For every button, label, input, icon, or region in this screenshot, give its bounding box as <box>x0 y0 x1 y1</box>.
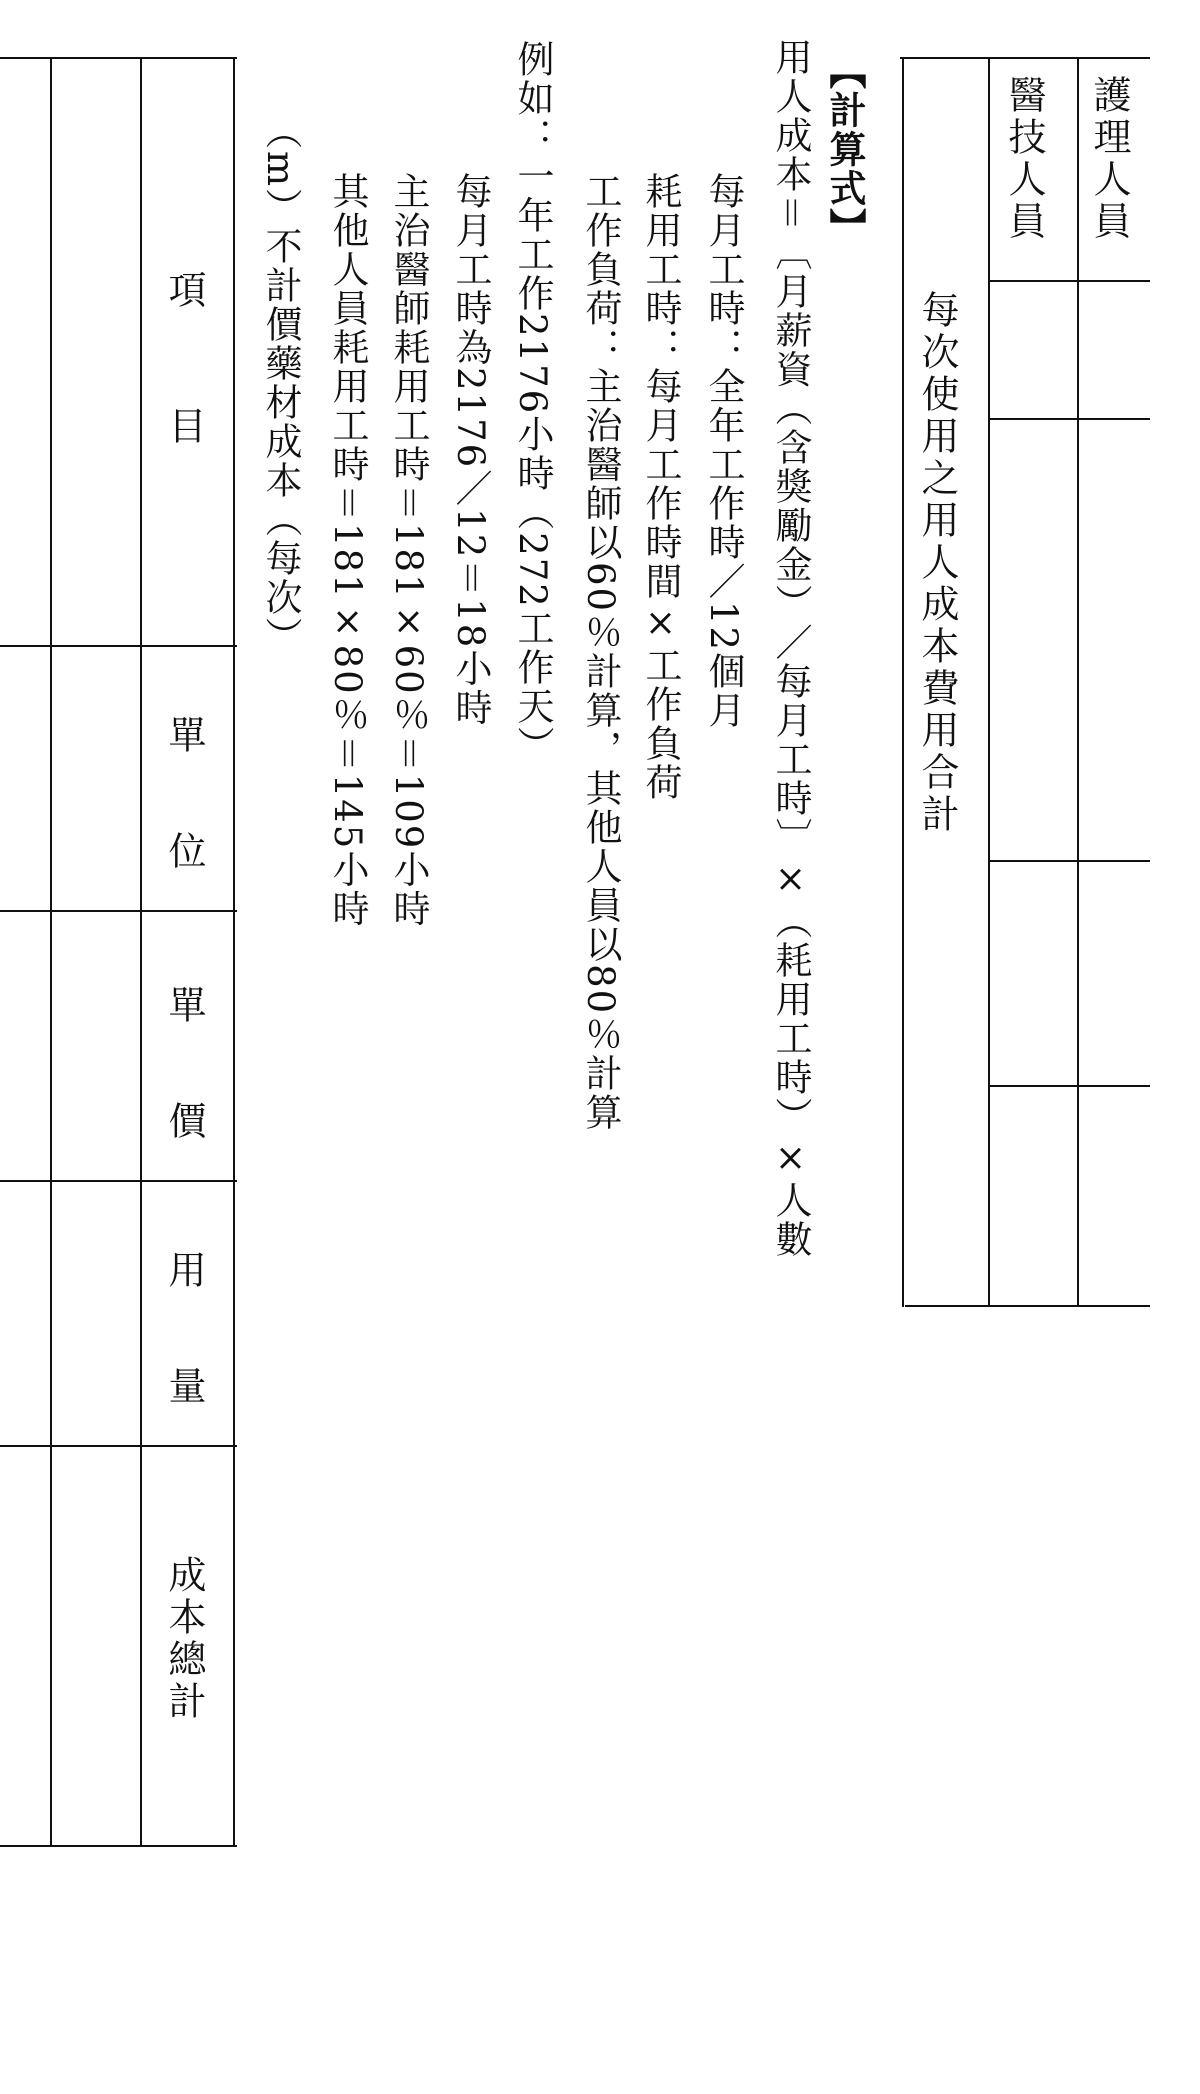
formula-used-hours: 耗用工時：每月工作時間×工作負荷 <box>639 172 682 802</box>
column-header-quantity: 用 量 <box>162 1250 206 1424</box>
table-left-border <box>902 57 904 1307</box>
table-row-border <box>0 910 237 912</box>
table-row-border <box>990 1085 1150 1087</box>
table-column-divider <box>988 57 990 1307</box>
table-bottom-border <box>905 1305 1150 1307</box>
table-right-border <box>233 57 235 1847</box>
formula-main: 用人成本＝〔月薪資（含獎勵金）／每月工時〕×（耗用工時）×人數 <box>769 38 812 1259</box>
table-column-divider <box>140 57 142 1847</box>
column-header-nurse: 護理人員 <box>1087 75 1131 243</box>
table-top-border <box>0 57 237 59</box>
section-heading-m: （m）不計價藥材成本（每次） <box>259 112 302 657</box>
example-intro: 例如：一年工作2176小時（272工作天） <box>511 40 554 765</box>
table-column-divider <box>1077 57 1079 1307</box>
table-row-border <box>0 1445 237 1447</box>
formula-heading: 【計算式】 <box>823 52 867 247</box>
example-physician-hours: 主治醫師耗用工時＝181×60％＝109小時 <box>387 172 430 929</box>
table-column-divider <box>50 57 52 1847</box>
example-other-staff-hours: 其他人員耗用工時＝181×80％＝145小時 <box>326 172 369 929</box>
example-monthly-hours: 每月工時為2176／12＝18小時 <box>449 172 492 728</box>
column-header-total-cost: 成本總計 <box>162 1555 206 1723</box>
table-bottom-border <box>0 1845 237 1847</box>
table-row-border <box>990 418 1150 420</box>
table-row-border <box>990 860 1150 862</box>
total-cost-row-label: 每次使用之用人成本費用合計 <box>915 290 959 836</box>
formula-monthly-hours: 每月工時：全年工作時／12個月 <box>702 172 745 731</box>
table-subheader-border <box>990 280 1150 282</box>
column-header-medical-tech: 醫技人員 <box>1002 75 1046 243</box>
column-header-item: 項 目 <box>162 270 206 474</box>
formula-workload: 工作負荷：主治醫師以60％計算，其他人員以80％計算 <box>579 172 622 1133</box>
column-header-unit-price: 單 價 <box>162 985 206 1159</box>
table-row-border <box>0 1180 237 1182</box>
column-header-unit: 單 位 <box>162 715 206 889</box>
table-top-border <box>900 57 1150 59</box>
table-row-border <box>0 645 237 647</box>
